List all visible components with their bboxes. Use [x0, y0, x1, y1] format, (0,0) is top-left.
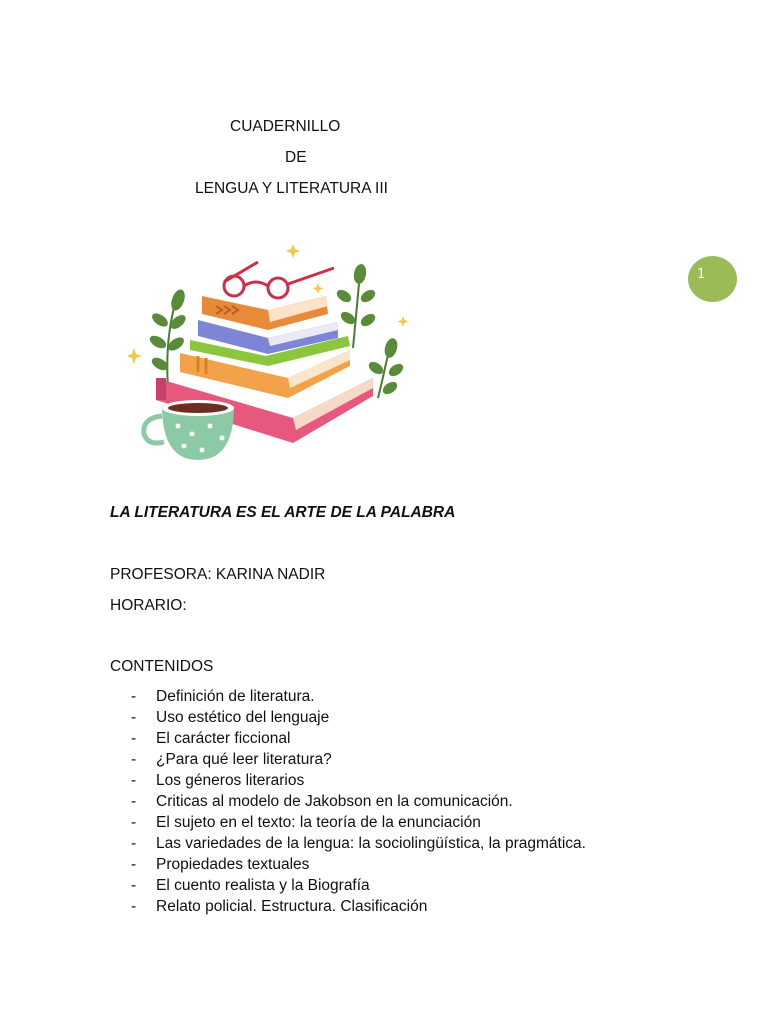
list-bullet: - — [131, 835, 137, 852]
teacher-line: PROFESORA: KARINA NADIR — [110, 566, 326, 583]
leaf-branch-right-icon — [335, 263, 406, 398]
books-illustration — [128, 238, 418, 470]
page-number: 1 — [697, 267, 706, 282]
page-number-badge — [688, 256, 737, 302]
list-bullet: - — [131, 898, 137, 915]
list-bullet: - — [131, 730, 137, 747]
title-line-2: DE — [285, 149, 307, 166]
teacup-icon — [144, 400, 234, 460]
list-item-text: ¿Para qué leer literatura? — [156, 751, 332, 768]
list-item-text: El cuento realista y la Biografía — [156, 877, 370, 894]
list-bullet: - — [131, 793, 137, 810]
list-item-text: El carácter ficcional — [156, 730, 291, 747]
list-bullet: - — [131, 709, 137, 726]
leaf-branch-left-icon — [148, 288, 188, 388]
schedule-line: HORARIO: — [110, 597, 187, 614]
list-bullet: - — [131, 772, 137, 789]
title-line-3: LENGUA Y LITERATURA III — [195, 180, 388, 197]
list-bullet: - — [131, 814, 137, 831]
list-item-text: Los géneros literarios — [156, 772, 305, 789]
list-bullet: - — [131, 688, 137, 705]
list-item-text: El sujeto en el texto: la teoría de la enunciación — [156, 814, 481, 831]
list-item-text: Relato policial. Estructura. Clasificación — [156, 898, 428, 915]
book-top-icon — [202, 296, 328, 330]
list-item-text: Uso estético del lenguaje — [156, 709, 330, 726]
title-line-1: CUADERNILLO — [230, 118, 341, 135]
list-item-text: Definición de literatura. — [156, 688, 315, 705]
list-item-text: Criticas al modelo de Jakobson en la comunicación. — [156, 793, 513, 810]
list-item-text: Propiedades textuales — [156, 856, 310, 873]
list-bullet: - — [131, 751, 137, 768]
contents-heading: CONTENIDOS — [110, 658, 214, 675]
list-bullet: - — [131, 856, 137, 873]
list-bullet: - — [131, 877, 137, 894]
subtitle: LA LITERATURA ES EL ARTE DE LA PALABRA — [110, 504, 456, 521]
list-item-text: Las variedades de la lengua: la sociolingüística, la pragmática. — [156, 835, 586, 852]
